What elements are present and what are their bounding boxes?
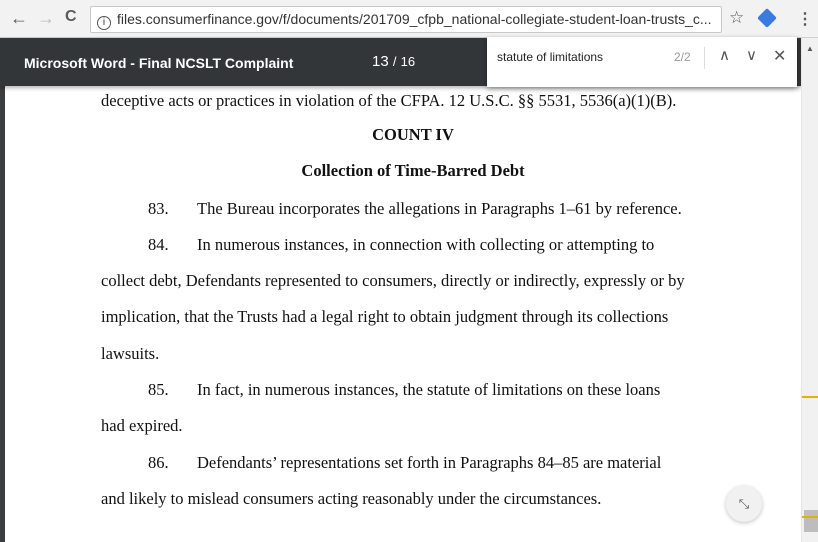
text-line: The Bureau incorporates the allegations in Paragraphs 1–61 by reference. (197, 199, 682, 218)
text-line: and likely to mislead consumers acting reasonably under the circumstances. (101, 489, 602, 508)
menu-icon[interactable]: ⋮ (797, 11, 813, 28)
find-input[interactable]: statute of limitations (497, 50, 604, 64)
extension-icon[interactable] (757, 8, 777, 28)
count-heading: COUNT IV (372, 125, 454, 144)
text-line: In fact, in numerous instances, the statute of limitations on these loans (197, 380, 661, 399)
paragraph-number: 83. (148, 199, 169, 218)
browser-toolbar (0, 0, 818, 38)
text-line: In numerous instances, in connection with collecting or attempting to (197, 235, 655, 254)
scroll-up-arrow-icon[interactable]: ▲ (806, 44, 814, 53)
document-title: Microsoft Word - Final NCSLT Complaint (24, 55, 294, 71)
scrollbar[interactable] (801, 38, 818, 542)
reload-button[interactable]: C (65, 8, 77, 25)
page-separator: / (392, 54, 397, 69)
text-line: deceptive acts or practices in violation of the CFPA. 12 U.S.C. §§ 5531, 5536(a)(1)(B). (101, 91, 677, 110)
fit-to-page-button[interactable] (726, 486, 762, 522)
find-bar (487, 37, 797, 87)
forward-button[interactable]: → (37, 8, 55, 28)
page-indicator (372, 53, 415, 70)
find-previous-button[interactable]: ∧ (719, 47, 730, 64)
text-line: lawsuits. (101, 344, 160, 363)
search-match-marker (802, 396, 818, 398)
url-text: files.consumerfinance.gov/f/documents/201709_cfpb_national-collegiate-student-loan-trusts_c... (117, 11, 712, 27)
text-line: had expired. (101, 416, 183, 435)
page-total: 16 (400, 54, 416, 69)
search-match-marker (802, 516, 818, 518)
find-next-button[interactable]: ∨ (746, 47, 757, 64)
bookmark-star-icon[interactable]: ☆ (729, 8, 745, 27)
paragraph-number: 84. (148, 235, 169, 254)
paragraph-number: 86. (148, 453, 169, 472)
section-heading: Collection of Time-Barred Debt (301, 161, 525, 180)
find-close-button[interactable]: ✕ (773, 48, 787, 65)
info-icon[interactable]: i (97, 16, 111, 30)
divider (704, 47, 705, 69)
address-bar[interactable] (90, 6, 722, 33)
paragraph-number: 85. (148, 380, 169, 399)
text-line: implication, that the Trusts had a legal right to obtain judgment through its collections (101, 307, 669, 326)
text-line: Defendants’ representations set forth in Paragraphs 84–85 are material (197, 453, 662, 472)
scrollbar-thumb[interactable] (804, 510, 818, 532)
page-current-input[interactable]: 13 (372, 53, 389, 70)
match-count: 2/2 (674, 50, 691, 64)
pdf-page (5, 86, 801, 542)
collapse-icon: ⤡ (738, 496, 750, 511)
text-line: collect debt, Defendants represented to consumers, directly or indirectly, expressly or by (101, 271, 685, 290)
back-button[interactable]: ← (10, 8, 28, 28)
